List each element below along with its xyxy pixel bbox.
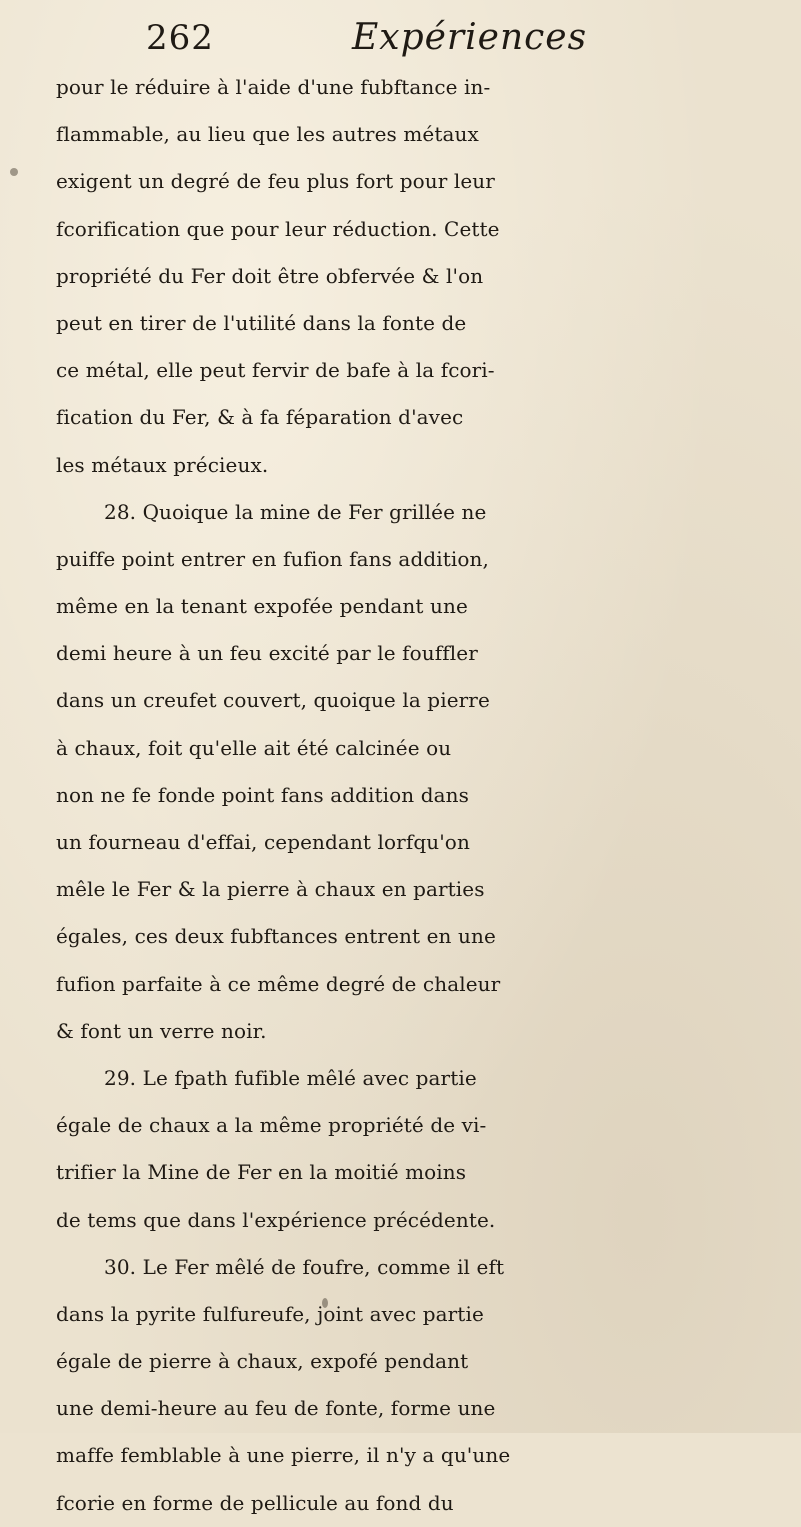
ink-speck: [10, 168, 18, 176]
paragraph-30-start: 30. Le Fer mêlé de foufre, comme il eft: [104, 1254, 505, 1279]
text-line: dans la pyrite fulfureufe, joint avec partie: [56, 1301, 484, 1326]
text-line: exigent un degré de feu plus fort pour leur: [56, 169, 495, 194]
text-line: dans un creufet couvert, quoique la pierre: [56, 688, 490, 713]
text-line: même en la tenant expofée pendant une: [56, 594, 468, 619]
page-header: [120, 14, 680, 62]
text-line: maffe femblable à une pierre, il n'y a qu'une: [56, 1443, 511, 1468]
text-line: ce métal, elle peut fervir de bafe à la fcori-: [56, 358, 495, 383]
text-line: fcorie en forme de pellicule au fond du: [56, 1490, 454, 1515]
running-title: Expériences: [352, 17, 588, 58]
paragraph-28-start: 28. Quoique la mine de Fer grillée ne: [104, 499, 487, 524]
body-text: [56, 64, 798, 1527]
text-line: égales, ces deux fubftances entrent en une: [56, 924, 496, 949]
text-line: trifier la Mine de Fer en la moitié moins: [56, 1160, 467, 1185]
text-line: non ne fe fonde point fans addition dans: [56, 782, 470, 807]
text-line: fication du Fer, & à fa féparation d'avec: [56, 405, 464, 430]
text-line: demi heure à un feu excité par le fouffler: [56, 641, 478, 666]
text-line: fufion parfaite à ce même degré de chaleur: [56, 971, 501, 996]
text-line: les métaux précieux.: [56, 452, 269, 477]
text-line: égale de chaux a la même propriété de vi-: [56, 1113, 487, 1138]
text-line: flammable, au lieu que les autres métaux: [56, 122, 479, 147]
text-line: & font un verre noir.: [56, 1018, 267, 1043]
text-line: peut en tirer de l'utilité dans la fonte de: [56, 310, 467, 335]
text-line: à chaux, foit qu'elle ait été calcinée ou: [56, 735, 452, 760]
ink-speck: [322, 1298, 328, 1308]
page-number: 262: [146, 18, 214, 58]
text-line: mêle le Fer & la pierre à chaux en parties: [56, 877, 485, 902]
paragraph-29-start: 29. Le fpath fufible mêlé avec partie: [104, 1065, 477, 1090]
text-line: puiffe point entrer en fufion fans addition,: [56, 546, 489, 571]
text-line: propriété du Fer doit être obfervée & l'on: [56, 263, 484, 288]
text-line: fcorification que pour leur réduction. Cette: [56, 216, 500, 241]
text-line: un fourneau d'effai, cependant lorfqu'on: [56, 830, 470, 854]
text-line: égale de pierre à chaux, expofé pendant: [56, 1349, 469, 1374]
text-line: pour le réduire à l'aide d'une fubftance in-: [56, 75, 491, 99]
text-line: de tems que dans l'expérience précédente.: [56, 1207, 496, 1232]
text-line: une demi-heure au feu de fonte, forme une: [56, 1396, 496, 1421]
